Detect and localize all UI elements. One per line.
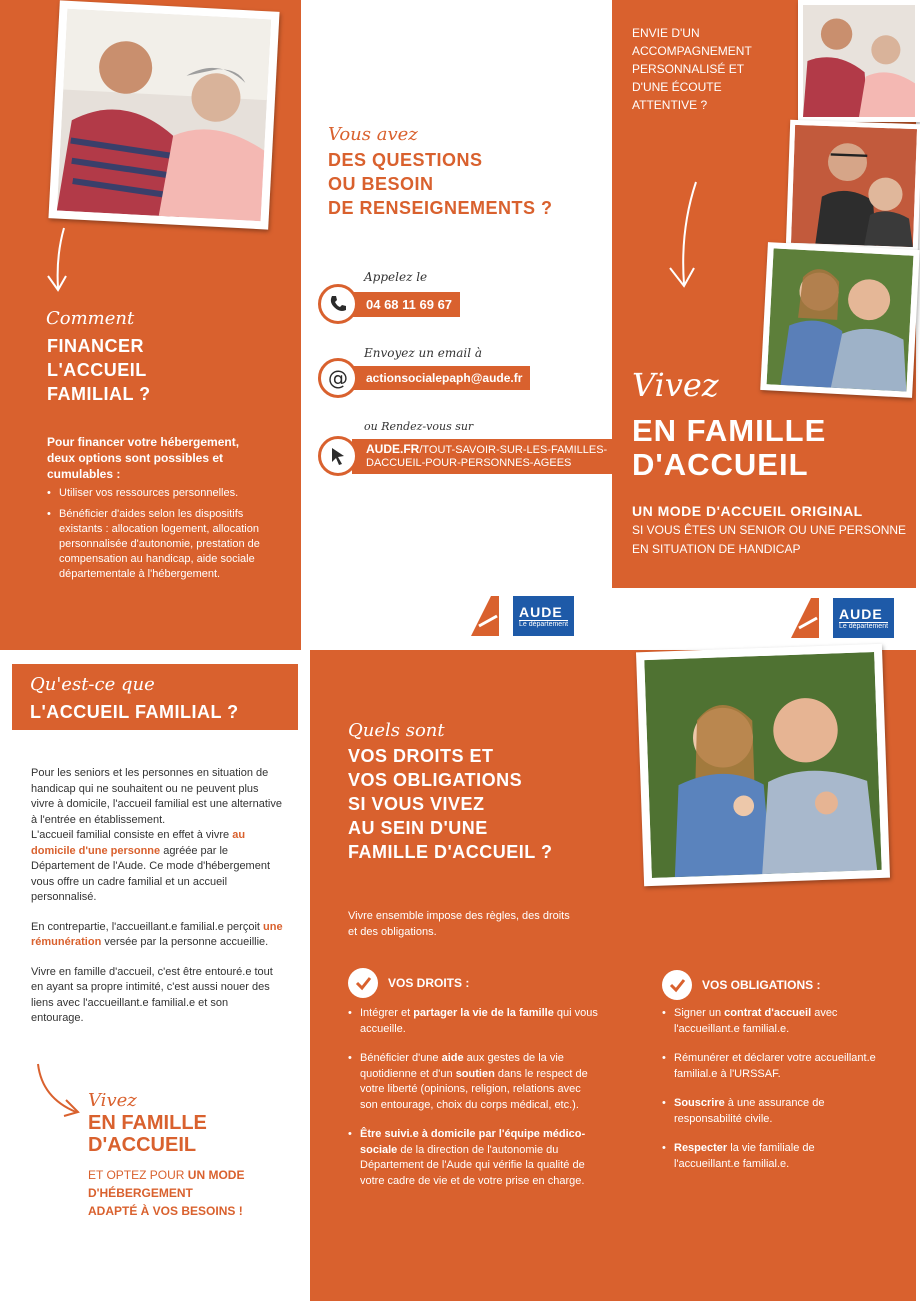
cover-question-line: ACCOMPAGNEMENT (632, 44, 752, 58)
droits-title-line: VOS OBLIGATIONS (348, 770, 523, 790)
list-item: • Utiliser vos ressources personnelles. (47, 486, 267, 501)
questions-title-line: DES QUESTIONS (328, 150, 483, 170)
text-run: En contrepartie, l'accueillant.e familial.e perçoit (31, 920, 263, 933)
aude-logo-text (513, 596, 574, 636)
text-run: Bénéficier d'une (360, 1052, 442, 1064)
aude-logo-sub: Le département (839, 623, 889, 630)
arrow-down-icon (42, 226, 72, 294)
photo-cover-family-1 (798, 0, 920, 122)
cover-title (632, 414, 826, 482)
financer-title (47, 334, 151, 406)
list-item: • Rémunérer et déclarer votre accueillant.e familial.e à l'URSSAF. (662, 1051, 882, 1082)
cover-question-line: ATTENTIVE ? (632, 98, 708, 112)
text-emphasis: Respecter (674, 1142, 728, 1154)
email-row[interactable] (318, 358, 530, 398)
phone-number[interactable]: 04 68 11 69 67 (352, 292, 460, 317)
financer-title-line: FAMILIAL ? (47, 384, 151, 404)
financer-script-heading: Comment (46, 308, 135, 329)
aude-logo-sub: Le département (519, 621, 569, 628)
text-emphasis: une rémunération (31, 920, 283, 948)
text-emphasis: partager la vie de la famille (413, 1007, 554, 1019)
accueil-script-heading: Qu'est-ce que (30, 674, 155, 695)
list-item (662, 1141, 882, 1172)
check-icon (348, 968, 378, 998)
cover-title-line: EN FAMILLE (632, 413, 827, 448)
aude-logo-name: AUDE (519, 604, 563, 620)
web-label: ou Rendez-vous sur (364, 420, 474, 433)
cover-question-line: D'UNE ÉCOUTE (632, 80, 722, 94)
cta-title-line: D'ACCUEIL (88, 1134, 197, 1156)
text-run: avec l'accueillant.e familial.e. (674, 1007, 838, 1035)
text-run: de la direction de l'autonomie du Département de l'Aude qui vérifie la qualité de votre cadre de vie et de votre prise en charge. (360, 1143, 585, 1187)
aude-logo-mark-icon (789, 596, 833, 640)
list-item (662, 1006, 882, 1037)
list-item: • Bénéficier d'aides selon les dispositifs existants : allocation logement, allocation personnalisée d'autonomie, prestation de compensation au handicap, aide sociale départementale à l'hébergement. (47, 507, 267, 582)
accueil-paragraph (31, 920, 283, 951)
financer-list (47, 486, 267, 582)
questions-title (328, 148, 553, 220)
cta-script-heading: Vivez (88, 1090, 137, 1111)
email-address[interactable]: actionsocialepaph@aude.fr (352, 366, 530, 390)
text-emphasis: soutien (455, 1067, 495, 1080)
obligations-title: VOS OBLIGATIONS : (702, 978, 821, 992)
list-item (662, 1096, 882, 1127)
cover-title-line: D'ACCUEIL (632, 447, 809, 482)
text-run: la vie familiale de l'accueillant.e familial.e. (674, 1142, 815, 1170)
accueil-paragraph (31, 828, 283, 906)
financer-intro: Pour financer votre hébergement, deux options sont possibles et cumulables : (47, 435, 240, 481)
questions-script-heading: Vous avez (328, 124, 418, 145)
obligations-list (662, 1006, 882, 1172)
droits-title-line: AU SEIN D'UNE (348, 818, 488, 838)
text-run: aux gestes de la vie quotidienne et d'un (360, 1052, 564, 1080)
text-run: Signer un (674, 1007, 725, 1019)
financer-title-line: FINANCER (47, 336, 144, 356)
web-path-line2: DACCUEIL-POUR-PERSONNES-AGEES (366, 456, 572, 469)
accueil-body (31, 766, 283, 1027)
web-row[interactable] (318, 436, 615, 476)
cta-title-line: EN FAMILLE (88, 1112, 207, 1134)
droits-title-line: FAMILLE D'ACCUEIL ? (348, 842, 553, 862)
cta-text-line (88, 1166, 244, 1184)
text-emphasis: Être suivi.e à domicile par l'équipe médico-sociale (360, 1128, 586, 1156)
droits-intro: Vivre ensemble impose des règles, des droits et des obligations. (348, 910, 570, 938)
questions-title-line: OU BESOIN (328, 174, 434, 194)
list-item (348, 1006, 598, 1037)
cover-subtitle-bold: UN MODE D'ACCUEIL ORIGINAL (632, 503, 863, 519)
arrow-down-icon (662, 180, 702, 292)
cover-subtitle (632, 502, 906, 559)
web-path: /TOUT-SAVOIR-SUR-LES-FAMILLES- (419, 443, 608, 456)
cta-text (88, 1166, 244, 1220)
cta-text-line: D'HÉBERGEMENT (88, 1186, 193, 1200)
droits-script-heading: Quels sont (348, 720, 445, 741)
text-run: L'accueil familial consiste en effet à vivre (31, 829, 233, 841)
rights-heading (348, 968, 469, 998)
questions-title-line: DE RENSEIGNEMENTS ? (328, 198, 553, 218)
phone-label: Appelez le (364, 270, 428, 284)
text-emphasis: Souscrire (674, 1097, 725, 1109)
aude-logo-mark-icon (469, 594, 513, 638)
text-run: versée par la personne accueillie. (101, 936, 269, 948)
text-emphasis: UN MODE (187, 1168, 245, 1182)
rights-title: VOS DROITS : (388, 976, 470, 990)
arrow-curved-icon (34, 1062, 84, 1118)
cover-subtitle-line: SI VOUS ÊTES UN SENIOR OU UNE PERSONNE (632, 523, 907, 537)
cta-title (88, 1112, 207, 1156)
phone-row[interactable] (318, 284, 460, 324)
cover-script-heading: Vivez (632, 366, 719, 404)
photo-cover-family-3 (760, 242, 920, 398)
cover-question-line: ENVIE D'UN (632, 26, 700, 40)
photo-man-hugging-senior (48, 0, 279, 229)
list-item (348, 1127, 598, 1189)
web-domain: AUDE.FR (366, 441, 420, 456)
text-run: à une assurance de responsabilité civile. (674, 1097, 825, 1125)
obligations-heading (662, 970, 820, 1000)
aude-logo (789, 598, 894, 638)
text-emphasis: aide (441, 1052, 464, 1064)
cover-question-line: PERSONNALISÉ ET (632, 62, 745, 76)
droits-title-line: VOS DROITS ET (348, 746, 494, 766)
email-label: Envoyez un email à (364, 346, 483, 360)
text-run: Intégrer et (360, 1007, 414, 1019)
aude-logo-text (833, 598, 894, 638)
accueil-paragraph: Pour les seniors et les personnes en situation de handicap qui ne souhaitent ou ne peuvent plus vivre à domicile, l'accueil familial est une alternative à l'entrée en établissement. (31, 767, 282, 826)
cover-subtitle-line: EN SITUATION DE HANDICAP (632, 542, 801, 556)
accueil-paragraph: Vivre en famille d'accueil, c'est être entouré.e tout en ayant sa propre intimité, c'est aussi nouer des liens avec l'accueillant.e familial.e et son entourage. (31, 965, 273, 1024)
phone-icon (318, 284, 358, 324)
text-emphasis: contrat d'accueil (724, 1007, 812, 1019)
aude-logo (469, 596, 574, 636)
text-run: agréée par le Département de l'Aude. Ce mode d'hébergement vous offre un cadre familial et un accueil personnalisé. (31, 844, 271, 903)
rights-list (348, 1006, 598, 1189)
at-icon: @ (318, 358, 358, 398)
cursor-icon (318, 436, 358, 476)
financer-title-line: L'ACCUEIL (47, 360, 147, 380)
cta-text-line: ADAPTÉ À VOS BESOINS ! (88, 1204, 243, 1218)
text-run: dans le respect de votre liberté (opinions, religion, relations avec son entourage, choix du corps médical, etc.). (360, 1067, 588, 1111)
cover-question (632, 24, 752, 114)
droits-title-line: SI VOUS VIVEZ (348, 794, 485, 814)
photo-senior-and-caregiver (636, 644, 890, 886)
list-item (348, 1051, 598, 1113)
photo-cover-family-2 (786, 120, 920, 253)
droits-title (348, 744, 552, 864)
check-icon (662, 970, 692, 1000)
text-run: ET OPTEZ POUR (88, 1168, 188, 1182)
aude-logo-name: AUDE (839, 606, 883, 622)
web-address[interactable] (352, 439, 615, 474)
text-emphasis: au domicile d'une personne (31, 829, 246, 857)
accueil-title: L'ACCUEIL FAMILIAL ? (30, 702, 239, 722)
text-run: qui vous accueille. (360, 1007, 598, 1035)
